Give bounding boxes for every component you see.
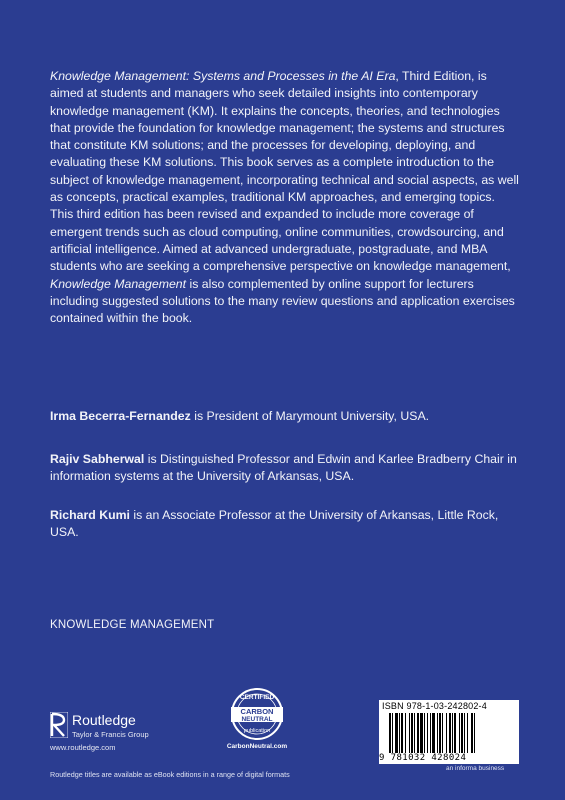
author-bio-3 (50, 507, 520, 542)
author-name: Rajiv Sabherwal (50, 452, 145, 466)
author-name: Richard Kumi (50, 508, 130, 522)
author-name: Irma Becerra-Fernandez (50, 409, 191, 423)
barcode-icon (389, 713, 509, 753)
author-bio-text: is an Associate Professor at the University of Arkansas, Little Rock, USA. (50, 508, 499, 540)
publisher-logo (50, 712, 200, 754)
barcode-digits: 9 781032 428024 (379, 753, 467, 763)
carbon-neutral-badge (222, 687, 292, 753)
book-title-short-italic: Knowledge Management (50, 276, 187, 291)
publisher-name: Routledge (72, 712, 136, 728)
ebook-note: Routledge titles are available as eBook editions in a range of digital formats (50, 770, 290, 779)
carbon-main-2: NEUTRAL (241, 716, 273, 723)
publisher-url: www.routledge.com (50, 743, 116, 752)
description-text-1: , Third Edition, is aimed at students and managers who seek detailed insights into contemporary knowledge management (KM). It explains the concepts, theories, and technologies that provide the foundation for knowledge management; the systems and structures that constitute KM solutions; and the processes for developing, deploying, and evaluating these KM solutions. This book serves as a complete introduction to the subject of knowledge management, incorporating technical and social aspects, as well as concepts, practical examples, traditional KM approaches, and emerging topics. This third edition has been revised and expanded to include more coverage of emergent trends such as cloud computing, online communities, crowdsourcing, and artificial intelligence. Aimed at advanced undergraduate, postgraduate, and MBA students who are seeking a comprehensive perspective on knowledge management, (50, 69, 519, 274)
isbn-label: ISBN 978-1-03-242802-4 (382, 701, 487, 711)
author-bio-text: is Distinguished Professor and Edwin and Karlee Bradberry Chair in information systems at the University of Arkansas, USA. (50, 452, 517, 484)
author-bio-2 (50, 451, 520, 486)
book-description (50, 68, 520, 327)
informa-tagline: an informa business (446, 765, 505, 772)
publisher-group: Taylor & Francis Group (72, 730, 149, 739)
carbon-main-1: CARBON (240, 707, 274, 716)
series-subject: KNOWLEDGE MANAGEMENT (50, 619, 215, 631)
author-bio-1 (50, 408, 520, 425)
carbon-top-text: CERTIFIED (239, 694, 275, 701)
author-bio-text: is President of Marymount University, USA. (190, 409, 430, 423)
carbon-neutral-seal-icon (222, 687, 292, 743)
routledge-r-icon (50, 712, 68, 738)
book-title-italic: Knowledge Management: Systems and Processes in the AI Era (50, 69, 396, 83)
isbn-barcode (379, 700, 519, 764)
carbon-url: CarbonNeutral.com (226, 743, 288, 750)
description-text-2: is also complemented by online support for lecturers including suggested solutions to the many review questions and application exercises contained within the book. (50, 276, 515, 326)
carbon-bottom-text: publication (243, 728, 271, 734)
